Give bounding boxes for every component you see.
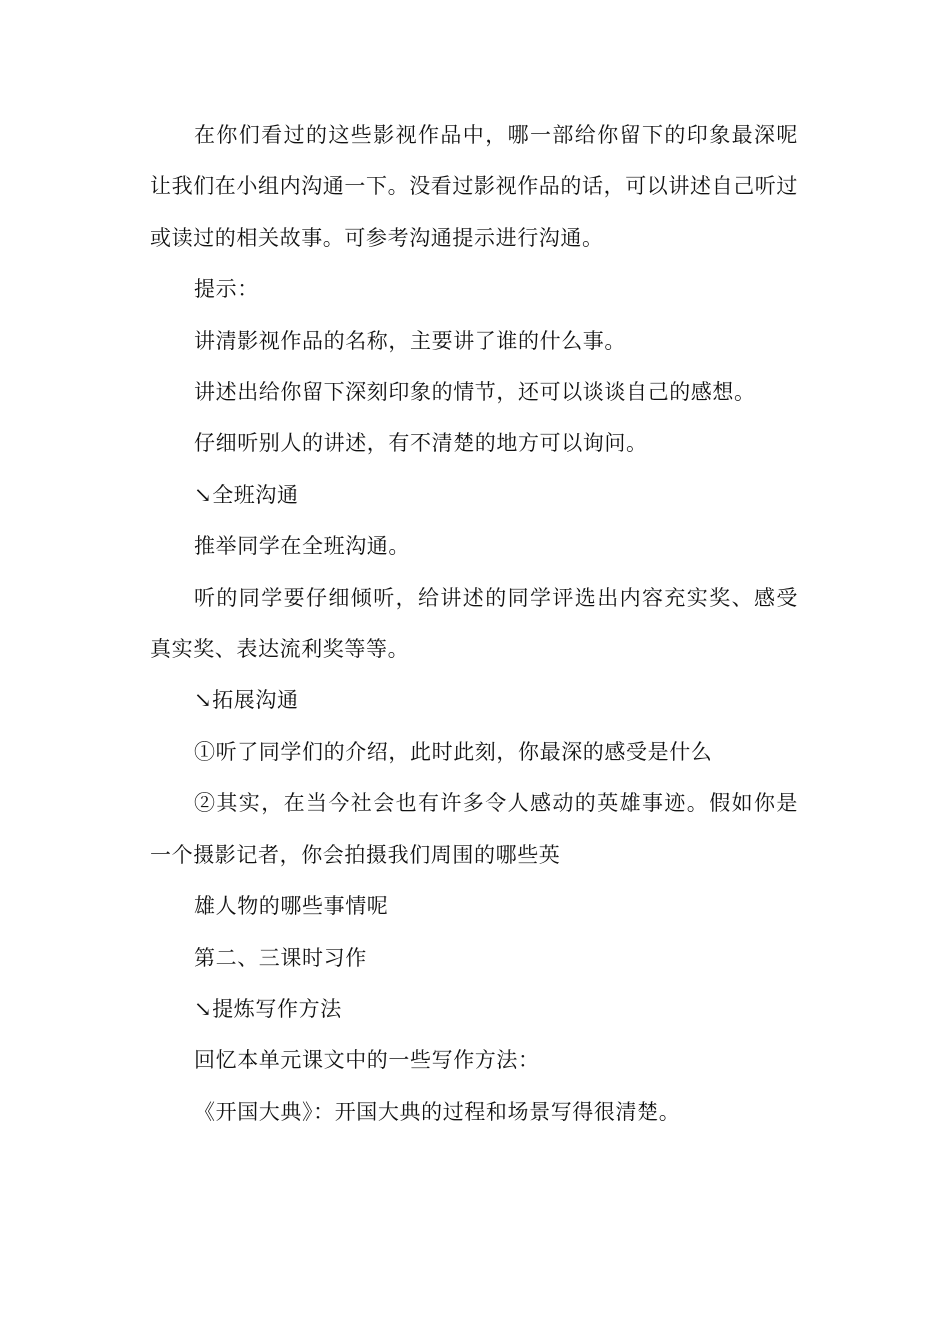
paragraph-hint-3: 仔细听别人的讲述，有不清楚的地方可以询问。 bbox=[194, 431, 648, 456]
paragraph-founding-ceremony: 《开国大典》：开国大典的过程和场景写得很清楚。 bbox=[194, 1099, 681, 1124]
paragraph-listen: 听的同学要仔细倾听，给讲述的同学评选出内容充实奖、感受真实奖、表达流利奖等等。 bbox=[150, 585, 798, 662]
paragraph-hint-1: 讲清影视作品的名称，主要讲了谁的什么事。 bbox=[194, 328, 626, 353]
section-heading-writing-lesson: 第二、三课时习作 bbox=[194, 945, 367, 970]
paragraph-intro: 在你们看过的这些影视作品中，哪一部给你留下的印象最深呢让我们在小组内沟通一下。没看过影视作品的话，可以讲述自己听过或读过的相关故事。可参考沟通提示进行沟通。 bbox=[150, 123, 798, 250]
paragraph-hint-2: 讲述出给你留下深刻印象的情节，还可以谈谈自己的感想。 bbox=[194, 380, 756, 405]
section-heading-extended-communication: ↘拓展沟通 bbox=[194, 688, 299, 713]
paragraph-item-2-continued: 雄人物的哪些事情呢 bbox=[194, 894, 389, 919]
section-heading-class-communication: ↘全班沟通 bbox=[194, 482, 299, 507]
paragraph-item-1: ①听了同学们的介绍，此时此刻，你最深的感受是什么 bbox=[194, 739, 713, 764]
paragraph-item-2: ②其实，在当今社会也有许多令人感动的英雄事迹。假如你是一个摄影记者，你会拍摄我们周围的哪些英 bbox=[150, 791, 798, 867]
section-heading-writing-methods: ↘提炼写作方法 bbox=[194, 996, 342, 1021]
paragraph-hint-title: 提示： bbox=[194, 277, 259, 302]
paragraph-recommend: 推举同学在全班沟通。 bbox=[194, 534, 410, 559]
paragraph-recall-methods: 回忆本单元课文中的一些写作方法： bbox=[194, 1048, 540, 1073]
document-body bbox=[150, 110, 798, 1138]
